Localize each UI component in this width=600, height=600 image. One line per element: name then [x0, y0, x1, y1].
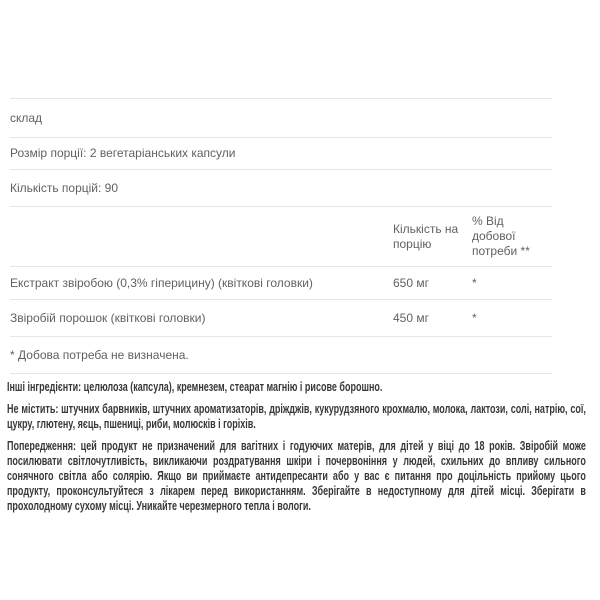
servings-per-container-text: Кількість порцій: 90 [10, 180, 119, 195]
warning-paragraph: Попередження: цей продукт не призначений для вагітних і годуючих матерів, для дітей у віці до 18 років. Звіробій може посилювати світлочутливість, викликаючи роздратування шкіри і почервоніння у людей, схильних до впливу сильного сонячного світла або солярію. Якщо ви приймаєте антидепресанти або у вас є питання про доцільність прийому цього продукту, проконсультуйтеся з лікарем перед використанням. Зберігайте в недоступному для дітей місці. Зберігати в прохолодному сухому місці. Уникайте черезмерного тепла і вологи. [7, 439, 586, 513]
ingredient-daily-value: * [472, 310, 477, 325]
other-ingredients-paragraph: Інші інгредієнти: целюлоза (капсула), кремнезем, стеарат магнію і рисове борошно. [7, 380, 383, 394]
does-not-contain-paragraph: Не містить: штучних барвників, штучних ароматизаторів, дріжджів, кукурудзяного крохмалю, молока, лактози, солі, натрію, сої, цукру, глютену, яєць, пшениці, риби, молюсків і горіхів. [7, 402, 586, 431]
section-title-row [10, 98, 552, 137]
serving-size-text: Розмір порції: 2 вегетаріанських капсули [10, 146, 236, 160]
section-title: склад [10, 110, 43, 125]
table-footnote: * Добова потреба не визначена. [10, 347, 189, 362]
servings-per-container-row [10, 169, 552, 206]
table-footnote-row [10, 336, 552, 374]
supplement-facts-table [10, 98, 552, 374]
ingredient-amount: 650 мг [393, 275, 429, 290]
serving-size-row [10, 137, 552, 169]
ingredient-amount: 450 мг [393, 310, 429, 325]
details-section [7, 380, 586, 521]
column-header-daily-value: % Від добової потреби ** [472, 214, 530, 258]
ingredient-daily-value: * [472, 275, 477, 290]
column-header-amount: Кількість на порцію [393, 221, 459, 251]
ingredient-name: Екстракт звіробою (0,3% гіперицину) (квіткові головки) [10, 275, 313, 290]
table-header-row [10, 206, 552, 266]
ingredient-name: Звіробій порошок (квіткові головки) [10, 310, 206, 325]
table-row [10, 266, 552, 299]
table-row [10, 299, 552, 336]
